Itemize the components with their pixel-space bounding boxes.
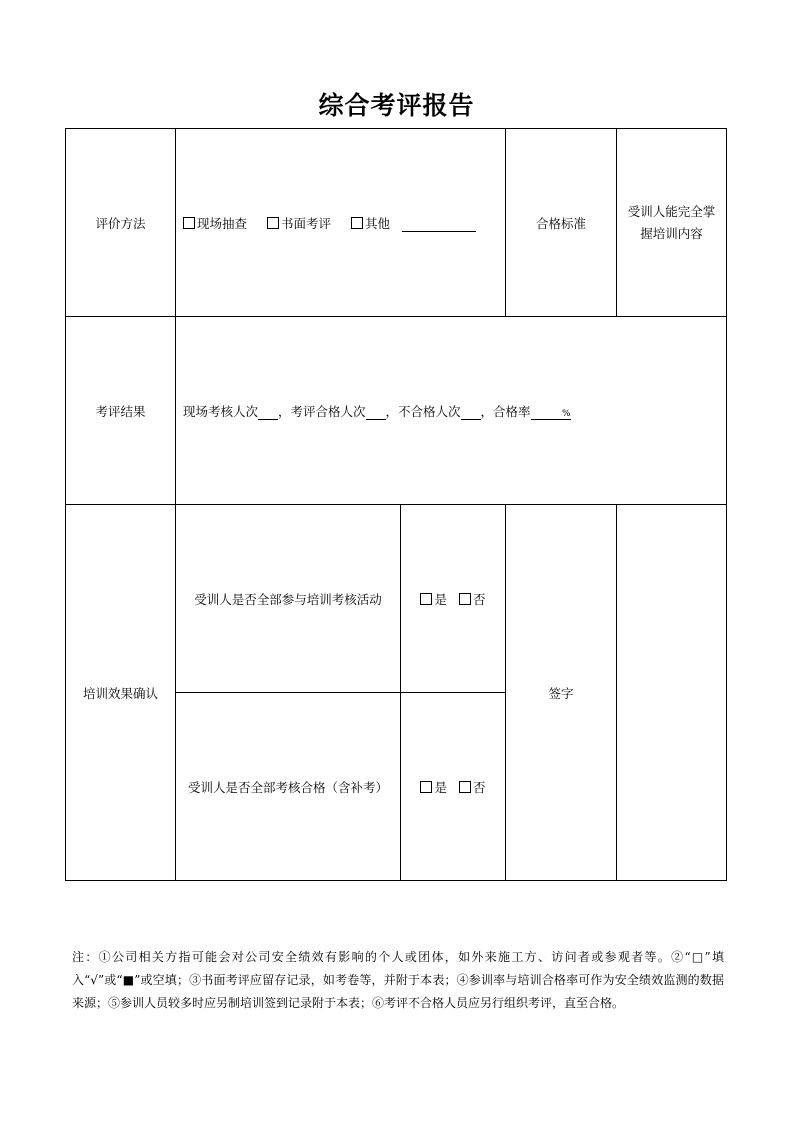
standard-value: 受训人能完全掌握培训内容 <box>617 129 727 317</box>
option-label: 书面考评 <box>281 215 332 231</box>
no-label: 否 <box>473 779 486 795</box>
option-label: 现场抽查 <box>197 215 248 231</box>
other-blank[interactable] <box>402 216 476 232</box>
yes-label: 是 <box>434 591 447 607</box>
checkbox-yes[interactable] <box>420 593 432 605</box>
method-label: 评价方法 <box>66 129 176 317</box>
sign-label: 签字 <box>506 505 617 881</box>
method-options <box>176 129 506 317</box>
standard-label: 合格标准 <box>506 129 617 317</box>
result-label: 考评结果 <box>66 317 176 505</box>
percent-sign: % <box>562 408 571 419</box>
option-label: 其他 <box>365 215 391 231</box>
confirm-label: 培训效果确认 <box>66 505 176 881</box>
signature-field[interactable] <box>617 505 727 881</box>
result-part: ，不合格人次 <box>385 403 461 419</box>
checkbox-yes[interactable] <box>420 781 432 793</box>
result-part: ，考评合格人次 <box>278 403 366 419</box>
blank-pass-rate[interactable] <box>531 409 571 420</box>
blank-fail-count[interactable] <box>461 404 481 420</box>
answer-passed <box>401 693 506 881</box>
result-part: ，合格率 <box>480 403 531 419</box>
question-passed: 受训人是否全部考核合格（含补考） <box>176 693 401 881</box>
page-title: 综合考评报告 <box>318 91 475 120</box>
checkbox-onsite[interactable] <box>183 217 195 229</box>
checkbox-written[interactable] <box>267 217 279 229</box>
answer-participation <box>401 505 506 693</box>
checkbox-no[interactable] <box>459 781 471 793</box>
no-label: 否 <box>473 591 486 607</box>
footnote: 注：①公司相关方指可能会对公司安全绩效有影响的个人或团体，如外来施工方、访问者或参观者等。②“□”填入“√”或“■”或空填；③书面考评应留存记录，如考卷等，并附于本表；④参训率与培训合格率可作为安全绩效监测的数据来源；⑤参训人员较多时应另制培训签到记录附于本表；⑥考评不合格人员应另行组织考评，直至合格。 <box>72 950 724 1010</box>
blank-pass-count[interactable] <box>366 404 386 420</box>
checkbox-no[interactable] <box>459 593 471 605</box>
blank-onsite-count[interactable] <box>258 404 278 420</box>
evaluation-table <box>65 128 727 881</box>
result-part: 现场考核人次 <box>183 403 259 419</box>
checkbox-other[interactable] <box>351 217 363 229</box>
yes-label: 是 <box>434 779 447 795</box>
question-participation: 受训人是否全部参与培训考核活动 <box>176 505 401 693</box>
result-text <box>176 317 727 505</box>
